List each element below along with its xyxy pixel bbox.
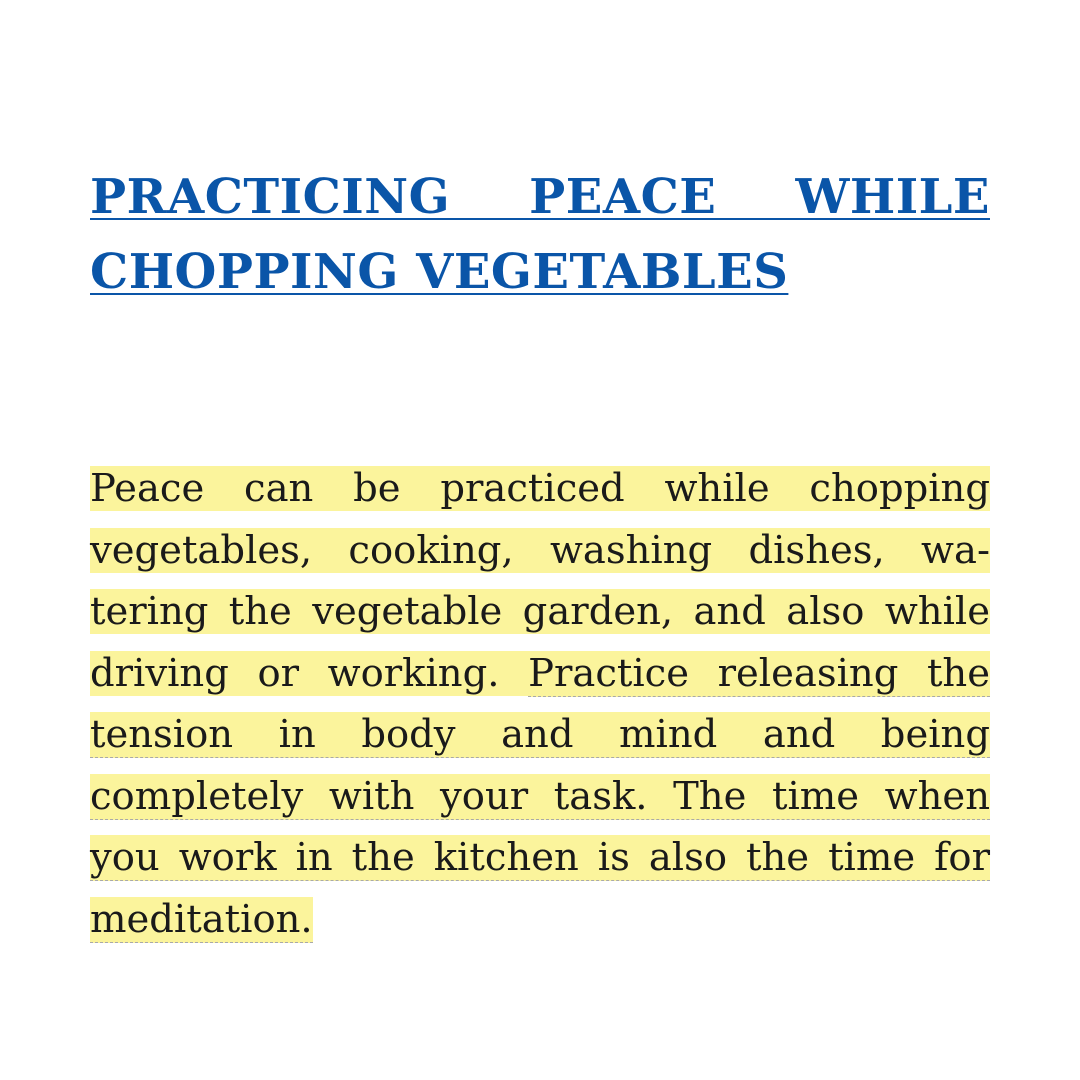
annotated-highlight-text[interactable]: Practice releasing the tension in body and mind and being completely with your task. The time when you work in the kitchen is also the time for meditation. [90,650,991,942]
highlighted-text[interactable]: Peace can be practiced while chopping vegetables, cooking, washing dishes, watering the vegetable garden, and also while driving or working. [90,466,990,696]
reader-page [90,0,990,1080]
chapter-title-link[interactable]: PRACTICING PEACE WHILE CHOPPING VEGETABLES [90,169,990,300]
passage-paragraph [90,458,990,950]
